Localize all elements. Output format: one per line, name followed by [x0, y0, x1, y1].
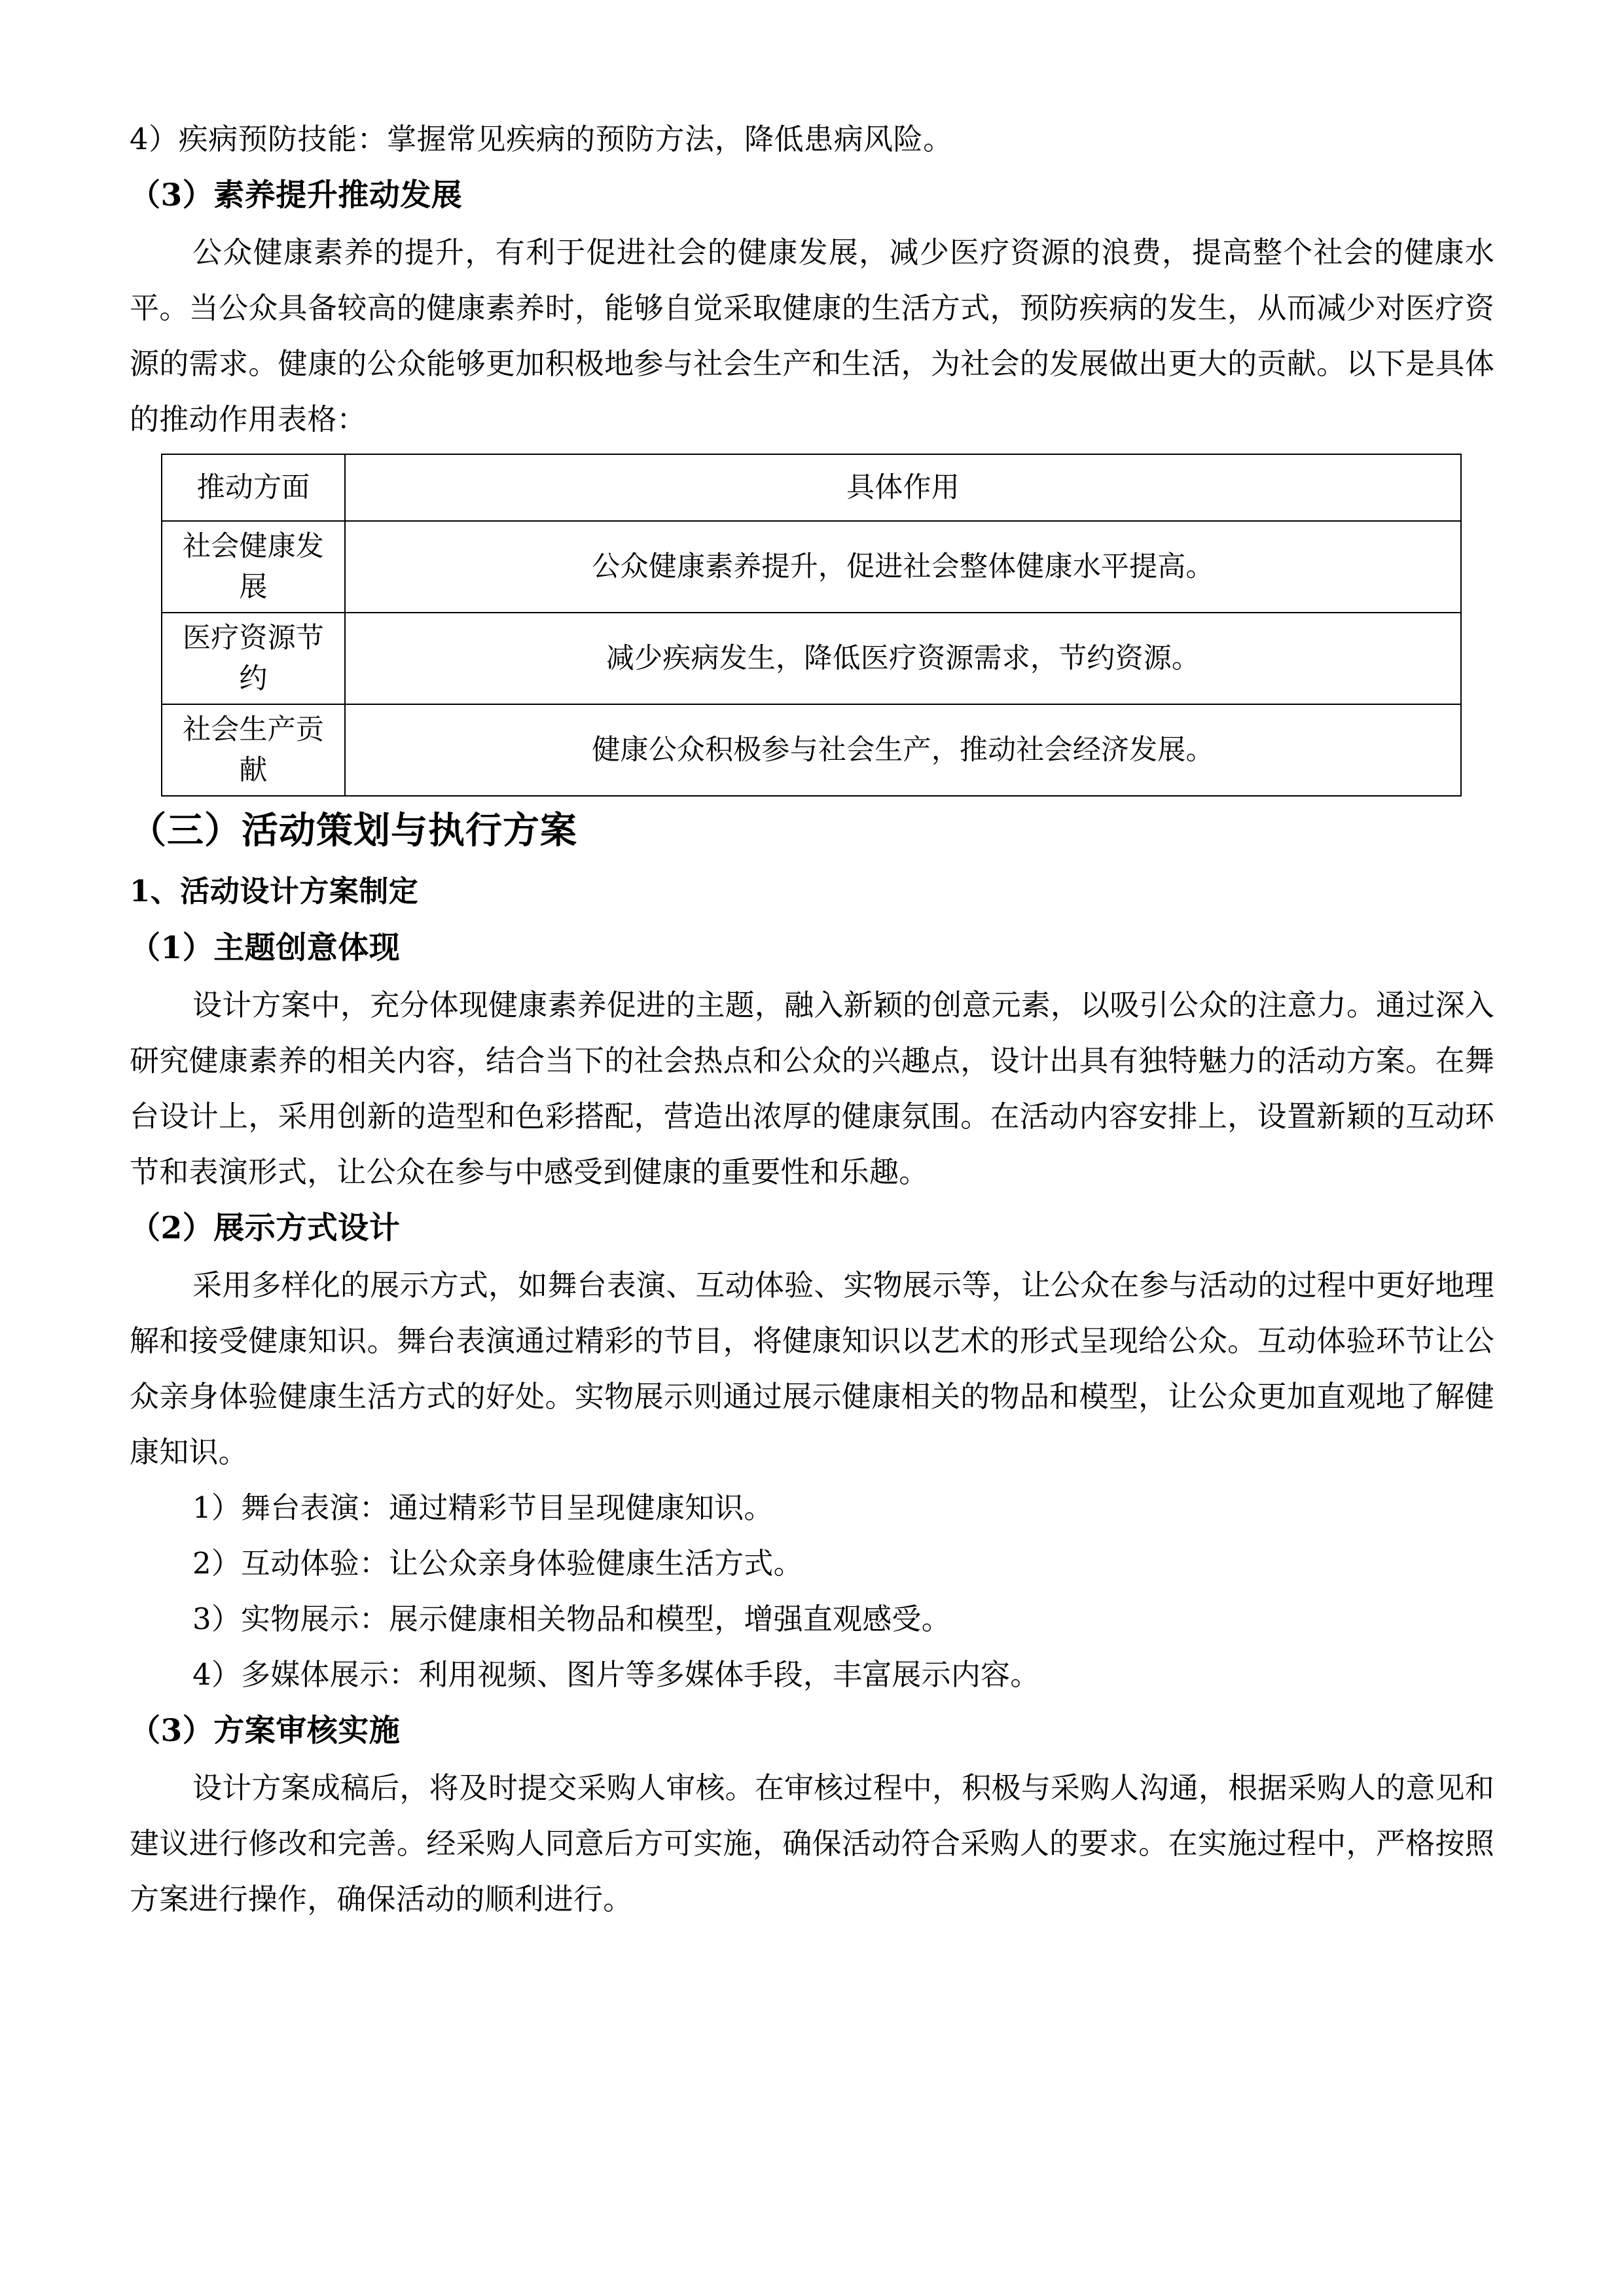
paragraph-plan-review-implementation: 设计方案成稿后，将及时提交采购人审核。在审核过程中，积极与采购人沟通，根据采购人的意见和建议进行修改和完善。经采购人同意后方可实施，确保活动符合采购人的要求。在实施过程中，严格按照方案进行操作，确保活动的顺利进行。 — [130, 1770, 1494, 1916]
table-cell-effect: 公众健康素养提升，促进社会整体健康水平提高。 — [345, 521, 1461, 613]
heading-theme-creativity: （1）主题创意体现 — [130, 930, 401, 966]
subsection-title-design-plan: 1、活动设计方案制定 — [130, 874, 419, 908]
list-item-disease-prevention: 4）疾病预防技能：掌握常见疾病的预防方法，降低患病风险。 — [130, 122, 953, 156]
table-header-cell-effect: 具体作用 — [345, 454, 1461, 521]
section-title-activity-planning: （三）活动策划与执行方案 — [130, 809, 577, 852]
promotion-effects-table — [161, 454, 1462, 797]
list-item-multimedia-display: 4）多媒体展示：利用视频、图片等多媒体手段，丰富展示内容。 — [192, 1657, 1040, 1692]
table-cell-effect: 健康公众积极参与社会生产，推动社会经济发展。 — [345, 704, 1461, 796]
list-item-interactive-experience: 2）互动体验：让公众亲身体验健康生活方式。 — [192, 1546, 803, 1581]
table-cell-aspect: 医疗资源节约 — [162, 613, 345, 704]
table-header-cell-aspect: 推动方面 — [162, 454, 345, 521]
table-row — [162, 521, 1461, 613]
table-row — [162, 704, 1461, 796]
document-body — [130, 111, 1494, 1927]
paragraph-theme-creativity: 设计方案中，充分体现健康素养促进的主题，融入新颖的创意元素，以吸引公众的注意力。通过深入研究健康素养的相关内容，结合当下的社会热点和公众的兴趣点，设计出具有独特魅力的活动方案。在舞台设计上，采用创新的造型和色彩搭配，营造出浓厚的健康氛围。在活动内容安排上，设置新颖的互动环节和表演形式，让公众在参与中感受到健康的重要性和乐趣。 — [130, 988, 1494, 1189]
table-cell-aspect: 社会健康发展 — [162, 521, 345, 613]
table-cell-aspect: 社会生产贡献 — [162, 704, 345, 796]
heading-plan-review-implementation: （3）方案审核实施 — [130, 1713, 401, 1749]
paragraph-display-method-design: 采用多样化的展示方式，如舞台表演、互动体验、实物展示等，让公众在参与活动的过程中更好地理解和接受健康知识。舞台表演通过精彩的节目，将健康知识以艺术的形式呈现给公众。互动体验环节让公众亲身体验健康生活方式的好处。实物展示则通过展示健康相关的物品和模型，让公众更加直观地了解健康知识。 — [130, 1268, 1494, 1469]
table-header-row — [162, 454, 1461, 521]
paragraph-literacy-promotes-development: 公众健康素养的提升，有利于促进社会的健康发展，减少医疗资源的浪费，提高整个社会的健康水平。当公众具备较高的健康素养时，能够自觉采取健康的生活方式，预防疾病的发生，从而减少对医疗资源的需求。健康的公众能够更加积极地参与社会生产和生活，为社会的发展做出更大的贡献。以下是具体的推动作用表格： — [130, 235, 1494, 437]
list-item-stage-performance: 1）舞台表演：通过精彩节目呈现健康知识。 — [192, 1490, 774, 1525]
table-row — [162, 613, 1461, 704]
heading-display-method-design: （2）展示方式设计 — [130, 1210, 401, 1246]
list-item-physical-display: 3）实物展示：展示健康相关物品和模型，增强直观感受。 — [192, 1602, 951, 1636]
table-cell-effect: 减少疾病发生，降低医疗资源需求，节约资源。 — [345, 613, 1461, 704]
heading-literacy-promotes-development: （3）素养提升推动发展 — [130, 177, 463, 213]
